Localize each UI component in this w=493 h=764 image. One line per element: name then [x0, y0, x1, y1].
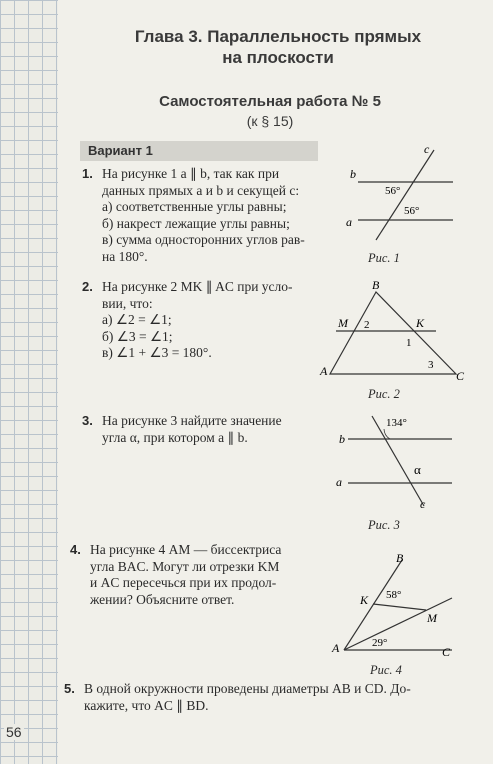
angle-1-label: 1: [406, 337, 412, 349]
chapter-title: [118, 26, 438, 68]
task-3: [82, 413, 282, 446]
task-line: на 180°.: [102, 248, 148, 264]
point-m: M: [338, 316, 348, 330]
work-title: Самостоятельная работа № 5: [159, 93, 381, 110]
angle-label: 56°: [385, 185, 401, 197]
task-line: На рисунке 2 MK ∥ AC при усло-: [102, 279, 293, 294]
task-line: а) ∠2 = ∠1;: [102, 312, 172, 327]
task-line: б) накрест лежащие углы равны;: [102, 215, 290, 231]
figure-1-caption: Рис. 1: [368, 251, 400, 265]
task-line: На рисунке 4 AM — биссектриса: [90, 542, 282, 557]
figure-1: [338, 140, 458, 253]
task-4: [70, 542, 281, 608]
task-line: жении? Объясните ответ.: [90, 591, 235, 607]
chapter-title-line2: на плоскости: [222, 48, 334, 67]
angle-k-label: 58°: [386, 589, 402, 601]
task-line: угла BAC. Могут ли отрезки KM: [90, 558, 280, 574]
alpha-label: α: [414, 462, 421, 477]
task-line: в) сумма односторонних углов рав-: [102, 232, 305, 247]
label-a: a: [346, 215, 352, 229]
angle-3-label: 3: [428, 359, 434, 371]
margin-grid: [0, 0, 58, 764]
label-b: b: [350, 167, 356, 181]
figure-3: [330, 410, 460, 519]
task-line: а) соответственные углы равны;: [102, 199, 287, 214]
figure-3-caption: Рис. 3: [368, 518, 400, 532]
point-k: K: [360, 593, 369, 607]
task-number: 3.: [82, 413, 93, 428]
variant-label: Вариант 1: [80, 141, 318, 161]
figure-4-caption: Рис. 4: [370, 663, 402, 677]
task-line: угла α, при котором a ∥ b.: [102, 429, 248, 445]
task-line: кажите, что AC ∥ BD.: [84, 697, 209, 713]
label-c: c: [424, 142, 430, 156]
point-a: A: [332, 641, 340, 655]
task-number: 4.: [70, 542, 81, 557]
task-number: 2.: [82, 279, 93, 294]
label-c: c: [420, 497, 426, 511]
work-subtitle: (к § 15): [246, 113, 294, 129]
task-line: б) ∠3 = ∠1;: [102, 328, 173, 344]
point-a: A: [320, 364, 328, 378]
figure-4-drawing: [328, 552, 463, 657]
segment-km: [373, 604, 426, 610]
triangle-abc: [330, 292, 456, 374]
figure-4: [328, 552, 463, 662]
point-m: M: [427, 611, 437, 625]
figure-2-drawing: [318, 276, 468, 384]
figure-2: [318, 276, 468, 389]
chapter-title-line1: Глава 3. Параллельность прямых: [134, 27, 422, 46]
label-a: a: [336, 475, 342, 489]
figure-2-caption: Рис. 2: [368, 387, 400, 401]
task-line: данных прямых a и b и секущей c:: [102, 182, 300, 198]
task-2: [82, 279, 293, 362]
figure-1-drawing: [338, 140, 458, 248]
angle-label: 56°: [404, 205, 420, 217]
angle-label: 134°: [386, 417, 407, 429]
task-line: На рисунке 1 a ∥ b, так как при: [102, 166, 280, 181]
task-line: в) ∠1 + ∠3 = 180°.: [102, 345, 212, 360]
task-line: вии, что:: [102, 295, 153, 311]
task-5: [64, 681, 411, 714]
angle-2-label: 2: [364, 319, 370, 331]
task-number: 5.: [64, 681, 75, 696]
point-c: C: [442, 645, 451, 657]
point-k: K: [416, 316, 425, 330]
task-line: В одной окружности проведены диаметры AB и CD. До-: [84, 681, 411, 696]
point-b: B: [372, 278, 380, 292]
point-c: C: [456, 369, 465, 383]
figure-3-drawing: [330, 410, 460, 514]
line-c: [372, 416, 424, 506]
task-line: и AC пересечься при их продол-: [90, 575, 277, 590]
label-b: b: [339, 432, 345, 446]
angle-a-label: 29°: [372, 637, 388, 649]
task-1: [82, 166, 305, 265]
point-b: B: [396, 552, 404, 565]
task-number: 1.: [82, 166, 93, 181]
task-line: На рисунке 3 найдите значение: [102, 413, 282, 428]
page-number: 56: [6, 724, 22, 740]
